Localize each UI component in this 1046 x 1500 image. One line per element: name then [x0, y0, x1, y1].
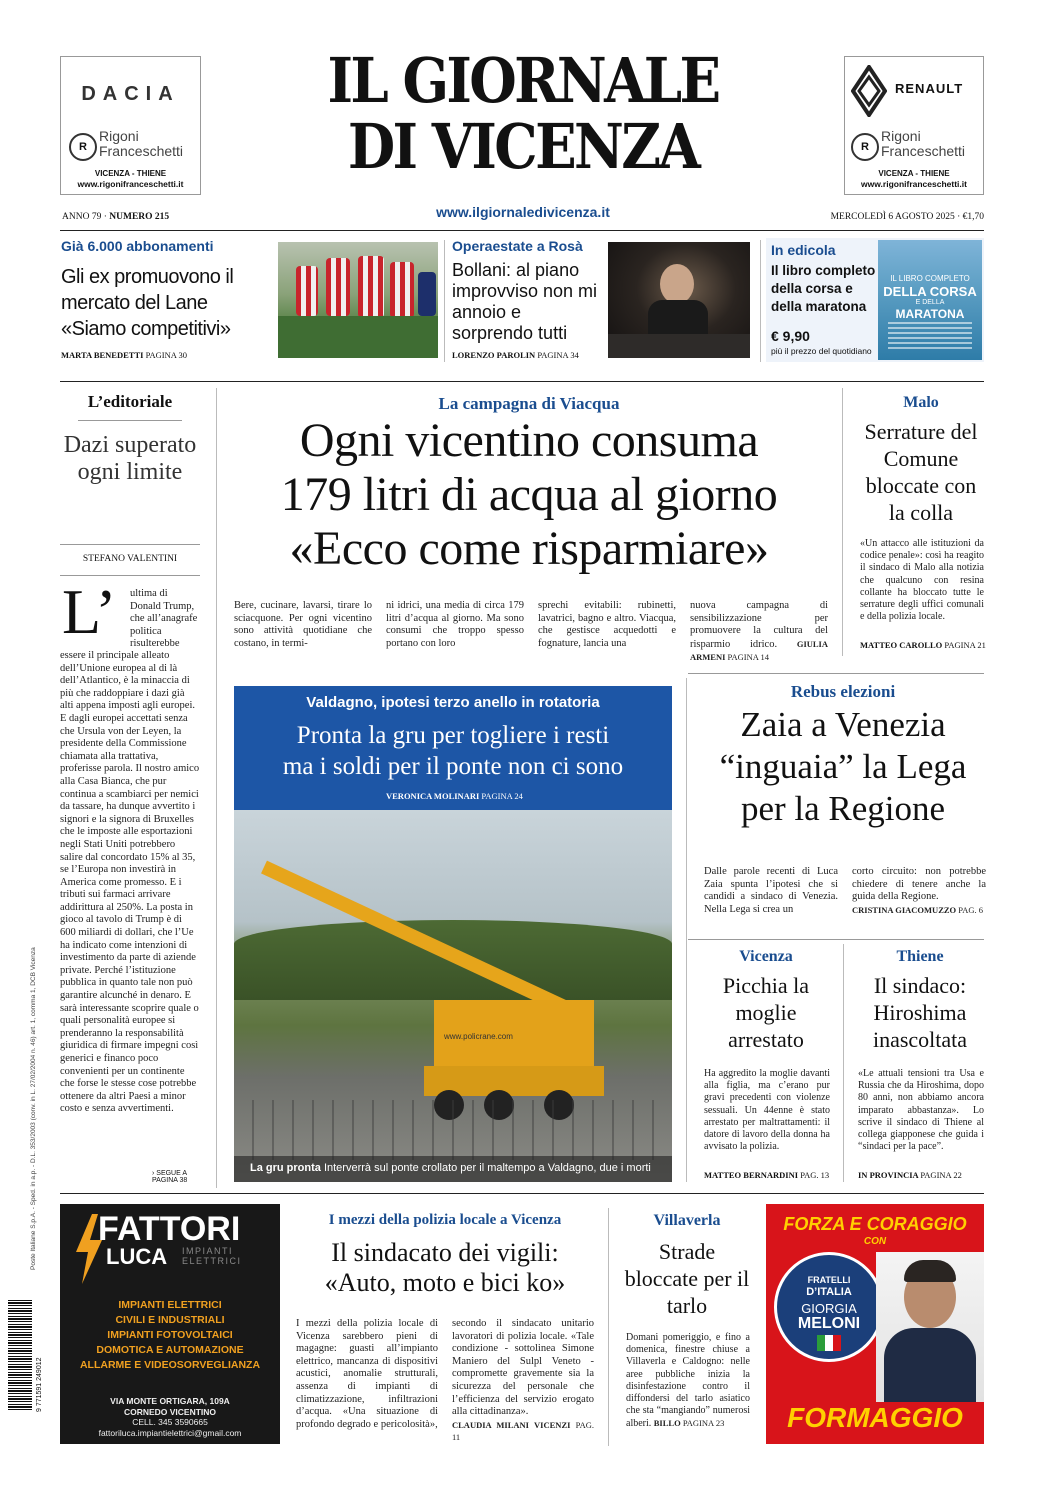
- dealer-cities: VICENZA - THIENE: [878, 169, 950, 178]
- barcode: [8, 1300, 32, 1410]
- section-rule: [60, 381, 984, 382]
- malo-byline: MATTEO CAROLLO PAGINA 21: [860, 640, 986, 650]
- issue-info: ANNO 79 · NUMERO 215: [62, 212, 170, 222]
- renault-brand: RENAULT: [895, 81, 964, 96]
- ad-fattori[interactable]: [60, 1204, 280, 1444]
- vicenza-headline: Picchia la moglie arrestato: [722, 973, 810, 1052]
- story-valdagno[interactable]: [234, 686, 672, 1182]
- teaser-headline: Bollani: al piano improvviso non mi annoio e sorprendo tutti: [452, 260, 598, 343]
- story-thiene[interactable]: [854, 942, 986, 1182]
- divider: [760, 240, 761, 362]
- meloni-bottom: FORMAGGIO: [787, 1402, 963, 1433]
- teaser-kicker: Operaestate a Rosà: [452, 238, 583, 254]
- villaverla-kicker: Villaverla: [653, 1212, 721, 1229]
- masthead-title: IL GIORNALE DI VICENZA: [327, 44, 719, 183]
- lead-byline: GIULIA ARMENI PAGINA 14: [690, 638, 829, 663]
- story-villaverla[interactable]: [624, 1204, 750, 1448]
- lead-col3: sprechi evitabili: rubinetti, lavatrici, bagno e altro. Viacqua, che gestisce acquedotti e fognature, lancia una: [538, 600, 676, 649]
- vigili-headline: Il sindacato dei vigili: «Auto, moto e bici ko»: [324, 1238, 566, 1297]
- valdagno-headline: Pronta la gru per togliere i resti ma i soldi per il ponte non ci sono: [282, 722, 624, 780]
- malo-text: «Un attacco alle istituzioni da codice penale»: così ha reagito il sindaco di Malo alla notizia che qualcuno con resina collante ha bloccato tutte le serrature degli uffici comunali e della polizia locale.: [860, 538, 984, 623]
- teaser-kicker: Già 6.000 abbonamenti: [61, 238, 214, 254]
- vicenza-text: Ha aggredito la moglie davanti alla figlia, ma c’erano pur gravi precedenti con violenze sessuali. Un 44enne è stato arrestato per maltrattamenti: il datore di lavoro della donna ha avvisato la polizia.: [704, 1068, 830, 1153]
- teaser-headline: Gli ex promuovono il mercato del Lane «Siamo competitivi»: [61, 266, 234, 340]
- thiene-byline: IN PROVINCIA PAGINA 22: [858, 1170, 962, 1180]
- editoriale-body: essere il principale alleato dell’Unione europea al di là dell’Atlantico, è la minaccia di più che raddoppiare i dazi già alti appena imposti agli europei. E dagli europei accettati senza che Ursula von der Leyen, la presidente della Commissione chiamata alla trattativa, proferisse parola. Il nostro amico alla Casa Bianca, che pur continua a scambiarci per nemici da tassare, ha dunque avvertito i signori e la signora di Bruxelles che le imposte alle esportazioni negli Stati Uniti potrebbero salire dal concordato 15% al 35, se l’Europa non investirà in America come promesso. E i tributi sui farmaci arrivare addirittura al 250%. La posta in gioco al tavolo di Trump è di 600 miliardi di dollari, che l’Ue ha indicato come intenzioni di investimento da parte di aziende private. Perché l’istituzione pubblica in quanto tale non può garantire alcunché in denaro. E sarà interessante scoprire quale o quali personalità europee si prenderanno la responsabilità giuridica di firmare impegni così generici e financo poco convenienti per un continente che forse le stesse cose potrebbe ottenere da altri Paesi a minor costo e senza avvertimenti.: [60, 650, 200, 1115]
- lead-headline: Ogni vicentino consuma 179 litri di acqua al giorno «Ecco come risparmiare»: [280, 414, 778, 575]
- party-logo: FRATELLI D’ITALIA GIORGIA MELONI: [774, 1252, 884, 1362]
- editoriale-title: Dazi superato ogni limite: [63, 432, 197, 485]
- dealer-logo-icon: R: [69, 133, 97, 161]
- teaser-byline: LORENZO PAROLIN PAGINA 34: [452, 350, 579, 360]
- villaverla-byline: BILLO PAGINA 23: [653, 1418, 725, 1429]
- dealer-url: www.rigonifranceschetti.it: [77, 179, 184, 189]
- valdagno-byline: VERONICA MOLINARI PAGINA 24: [386, 791, 523, 801]
- teaser-lane[interactable]: [60, 236, 440, 366]
- lead-col1: Bere, cucinare, lavarsi, tirare lo sciacquone. Per ogni vicentino sono attività quotidiane che costano, in termi-: [234, 600, 372, 649]
- teaser-kicker: In edicola: [771, 242, 836, 258]
- lead-story[interactable]: [222, 384, 836, 663]
- crane-photo: www.policrane.com: [234, 810, 672, 1182]
- vigili-col1: I mezzi della polizia locale di Vicenza sarebbero pieni di magagne: guasti all’impianto elettrico, mancanza di dispositivi acustici, anomalie strutturali, assenza di impianti di climatizzazione, infiltrazioni d’acqua. «Una situazione di profondo degrado e pericolosità»,: [296, 1318, 438, 1430]
- thiene-headline: Il sindaco: Hiroshima inascoltata: [872, 973, 968, 1052]
- book-cover: IL LIBRO COMPLETO DELLA CORSA E DELLA MARATONA: [878, 240, 982, 360]
- rebus-kicker: Rebus elezioni: [790, 682, 896, 701]
- dacia-logo: DACIA: [81, 83, 180, 105]
- ad-dacia[interactable]: [60, 56, 201, 195]
- teaser-headline: Il libro completo della corsa e della maratona: [771, 263, 876, 314]
- divider: [688, 673, 984, 674]
- teaser-byline: MARTA BENEDETTI PAGINA 30: [61, 350, 188, 360]
- lead-col2: ni idrici, una media di circa 179 litri d’acqua al giorno. Ma sono consumi che troppo spesso portano con loro: [386, 600, 524, 649]
- teaser-price: € 9,90: [771, 328, 810, 344]
- divider: [444, 240, 445, 362]
- thiene-text: «Le attuali tensioni tra Usa e Russia che da Hiroshima, dopo 80 anni, non abbiamo ancora imparato abbastanza». Lo scrive il sindaco di Thiene al collega giapponese che guida i “sindaci per la pace”.: [858, 1068, 984, 1153]
- meloni-con: CON: [863, 1236, 887, 1247]
- bollani-photo: [608, 242, 750, 358]
- divider: [688, 939, 984, 940]
- vigili-col2: secondo il sindacato unitario lavoratori di polizia locale. «Tale condizione - sottolinea Simone Maniero del Sulpl Veneto - compromette gravemente sia la sicurezza del personale che l’efficienza del servizio erogato alla cittadinanza». CLAUDIA MILANI VICENZI PAG. 11: [452, 1318, 594, 1443]
- fattori-services: IMPIANTI ELETTRICI CIVILI E INDUSTRIALI IMPIANTI FOTOVOLTAICI DOMOTICA E AUTOMAZIONE ALLARME E VIDEOSORVEGLIANZA: [79, 1299, 261, 1371]
- vicenza-byline: MATTEO BERNARDINI PAG. 13: [704, 1170, 830, 1180]
- editoriale-label: L’editoriale: [87, 392, 173, 411]
- postal-info: Poste Italiane S.p.A. - Sped. in a.p. - D.L. 353/2003 (conv. in L. 27/02/2004 n. 46) art. 1, comma 1, DCB Vicenza: [30, 947, 37, 1270]
- date-price: MERCOLEDÌ 6 AGOSTO 2025 · €1,70: [830, 212, 984, 222]
- candidate-photo: [876, 1252, 984, 1402]
- malo-kicker: Malo: [903, 394, 939, 411]
- valdagno-kicker: Valdagno, ipotesi terzo anello in rotatoria: [306, 694, 600, 711]
- dealer-logo-icon: R: [851, 133, 879, 161]
- thiene-kicker: Thiene: [896, 948, 944, 965]
- dropcap: L’: [62, 576, 117, 647]
- villaverla-text: Domani pomeriggio, e fino a domenica, finestre chiuse a Villaverla e Caldogno: nelle aree pubbliche inizia la disinfestazione contro il diffondersi del tarlo asiatico che sta “mangiando” numerosi alberi. BILLO PAGINA 23: [626, 1332, 750, 1430]
- editoriale[interactable]: [60, 384, 200, 1184]
- divider: [608, 1208, 609, 1446]
- divider: [60, 544, 200, 545]
- editoriale-continue[interactable]: › SEGUE A PAGINA 38: [152, 1170, 188, 1184]
- fattori-name2: LUCA: [106, 1244, 168, 1269]
- teaser-libro[interactable]: [766, 236, 984, 366]
- fattori-name1: FATTORI: [98, 1210, 241, 1248]
- dealer-name: Rigoni Franceschetti: [99, 128, 184, 159]
- story-malo[interactable]: [856, 384, 986, 656]
- story-vicenza[interactable]: [700, 942, 832, 1182]
- barcode-number: 9 771591 249012: [36, 1357, 43, 1412]
- vigili-byline: CLAUDIA MILANI VICENZI PAG. 11: [452, 1419, 594, 1443]
- website-link[interactable]: www.ilgiornaledivicenza.it: [436, 204, 610, 220]
- ad-meloni[interactable]: [766, 1204, 984, 1444]
- dealer-name: Rigoni Franceschetti: [881, 128, 966, 159]
- meloni-top: FORZA E CORAGGIO: [783, 1214, 967, 1234]
- villaverla-headline: Strade bloccate per il tarlo: [624, 1239, 750, 1318]
- dealer-url: www.rigonifranceschetti.it: [861, 179, 967, 189]
- lead-kicker: La campagna di Viacqua: [438, 394, 620, 413]
- vigili-kicker: I mezzi della polizia locale a Vicenza: [328, 1212, 562, 1228]
- lead-col4: nuova campagna di sensibilizzazione per promuovere la cultura del risparmio idrico. GIULIA ARMENI PAGINA 14: [690, 600, 829, 663]
- valdagno-caption: La gru pronta Interverrà sul ponte crollato per il maltempo a Valdagno, due i morti: [234, 1156, 672, 1182]
- masthead-rule: [60, 230, 984, 231]
- renault-logo-icon: [851, 65, 887, 117]
- rebus-col1: Dalle parole recenti di Luca Zaia spunta l’ipotesi che si candidi a sindaco di Venezia. Nella Lega si crea un: [704, 866, 838, 915]
- teaser-price-note: più il prezzo del quotidiano: [771, 346, 872, 356]
- divider: [216, 388, 217, 1188]
- divider: [78, 420, 182, 421]
- fattori-sub: IMPIANTI ELETTRICI: [182, 1246, 242, 1266]
- story-rebus[interactable]: [690, 676, 986, 936]
- divider: [842, 388, 843, 656]
- rebus-col2: corto circuito: non potrebbe chiedere di tenere anche la guida della Regione. CRISTINA GIACOMUZZO PAG. 6: [852, 866, 986, 915]
- section-rule: [60, 1193, 984, 1194]
- rebus-headline: Zaia a Venezia “inguaia” la Lega per la Regione: [719, 705, 967, 828]
- football-photo: [278, 242, 438, 358]
- fattori-contacts: VIA MONTE ORTIGARA, 109A CORNEDO VICENTINO CELL. 345 3590665 fattoriluca.impiantielettrici@gmail.com: [98, 1396, 242, 1438]
- editoriale-lead: ultima di Donald Trump, che all’anagrafe politica risulterebbe: [130, 588, 198, 650]
- story-vigili[interactable]: [294, 1204, 596, 1448]
- ad-renault[interactable]: [844, 56, 984, 195]
- dealer-cities: VICENZA - THIENE: [94, 169, 167, 178]
- rebus-byline: CRISTINA GIACOMUZZO PAG. 6: [852, 904, 984, 915]
- vicenza-kicker: Vicenza: [739, 948, 793, 965]
- editoriale-author: STEFANO VALENTINI: [82, 554, 178, 564]
- teaser-bollani[interactable]: [452, 236, 752, 366]
- divider: [686, 678, 687, 1182]
- divider: [843, 944, 844, 1182]
- malo-headline: Serrature del Comune bloccate con la colla: [864, 419, 978, 525]
